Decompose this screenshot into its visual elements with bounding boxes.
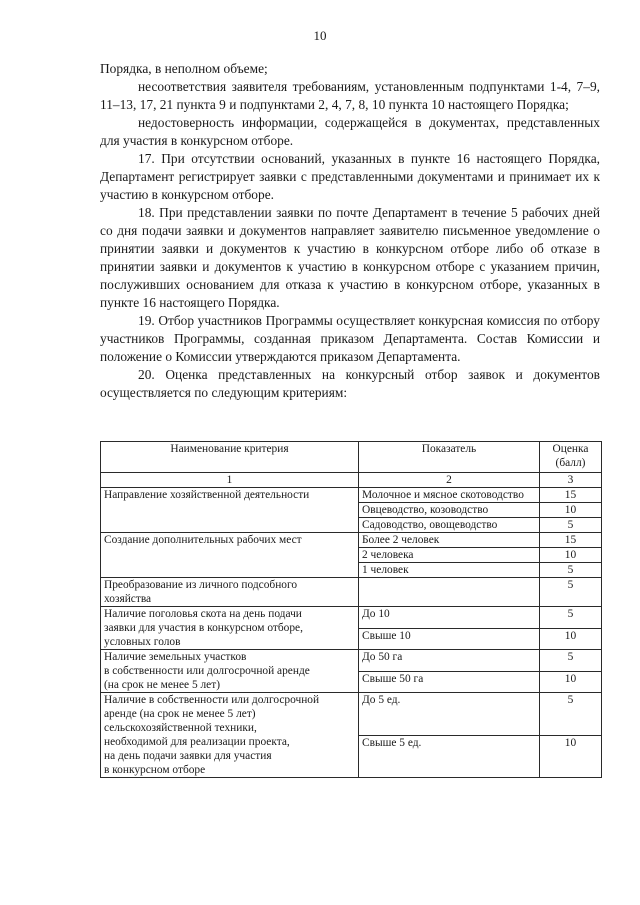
header-criterion: Наименование критерия — [101, 442, 359, 473]
criterion-name-line: сельскохозяйственной техники, — [104, 722, 257, 734]
page-number: 10 — [313, 28, 327, 43]
indicator-score: 15 — [540, 533, 602, 548]
criterion-name-line: необходимой для реализации проекта, — [104, 736, 290, 748]
criterion-name-line: аренде (на срок не менее 5 лет) — [104, 708, 256, 720]
indicator-label: Свыше 5 ед. — [359, 735, 540, 778]
indicator-label: Свыше 10 — [359, 628, 540, 650]
indicator-label: До 5 ед. — [359, 693, 540, 736]
indicator-score: 10 — [540, 628, 602, 650]
criterion-name-line: Преобразование из личного подсобного — [104, 579, 298, 591]
table-header-row — [101, 442, 602, 473]
paragraph: 19. Отбор участников Программы осуществляет конкурсная комиссия по отбору участников Программы, созданная приказом Департамента. Состав Комиссии и положение о Комиссии утверждаются приказом Департамента. — [100, 313, 600, 364]
criterion-name — [101, 578, 359, 607]
paragraph: 20. Оценка представленных на конкурсный отбор заявок и документов осуществляется по следующим критериям: — [100, 367, 600, 400]
indicator-label: Молочное и мясное скотоводство — [359, 488, 540, 503]
table-row — [101, 650, 602, 672]
indicator-label: 1 человек — [359, 563, 540, 578]
criterion-name-line: заявки для участия в конкурсном отборе, — [104, 622, 303, 634]
indicator-score: 10 — [540, 671, 602, 693]
header-score: Оценка (балл) — [540, 442, 602, 473]
table-row — [101, 607, 602, 629]
indicator-score: 5 — [540, 693, 602, 736]
indicator-score: 5 — [540, 518, 602, 533]
indicator-label: До 50 га — [359, 650, 540, 672]
column-number: 2 — [359, 473, 540, 488]
indicator-score: 5 — [540, 650, 602, 672]
criterion-name-line: Направление хозяйственной деятельности — [104, 489, 310, 501]
paragraph: 17. При отсутствии оснований, указанных в пункте 16 настоящего Порядка, Департамент регистрирует заявки с представленными документами и принимает их к участию в конкурсном отборе. — [100, 151, 600, 202]
table-row — [101, 693, 602, 736]
indicator-score: 5 — [540, 607, 602, 629]
indicator-label: Садоводство, овощеводство — [359, 518, 540, 533]
table-row — [101, 578, 602, 607]
criterion-name-line: на день подачи заявки для участия — [104, 750, 272, 762]
criterion-name-line: в собственности или долгосрочной аренде — [104, 665, 310, 677]
paragraph: 18. При представлении заявки по почте Департамент в течение 5 рабочих дней со дня подачи заявки и документов направляет заявителю письменное уведомление о принятии заявки и документов к участию в конкурсном отборе либо об отказе в принятии заявки и документов к участию в конкурсном отборе с указанием причин, послуживших основанием для отказа к участию в конкурсном отборе, указанных в пункте 16 настоящего Порядка. — [100, 205, 600, 310]
header-indicator: Показатель — [359, 442, 540, 473]
indicator-label: 2 человека — [359, 548, 540, 563]
column-number: 1 — [101, 473, 359, 488]
criterion-name-line: (на срок не менее 5 лет) — [104, 679, 220, 691]
paragraph: недостоверность информации, содержащейся в документах, представленных для участия в конкурсном отборе. — [100, 115, 600, 148]
criterion-name-line: хозяйства — [104, 593, 152, 605]
table-row — [101, 533, 602, 548]
paragraph: несоответствия заявителя требованиям, установленным подпунктами 1-4, 7–9, 11–13, 17, 21 пункта 9 и подпунктами 2, 4, 7, 8, 10 пункта 10 настоящего Порядка; — [100, 79, 600, 112]
criterion-name-line: в конкурсном отборе — [104, 764, 206, 776]
indicator-label: Овцеводство, козоводство — [359, 503, 540, 518]
indicator-label — [359, 578, 540, 607]
indicator-score: 5 — [540, 578, 602, 607]
indicator-score: 15 — [540, 488, 602, 503]
paragraph: Порядка, в неполном объеме; — [100, 61, 268, 76]
table-row — [101, 488, 602, 503]
column-number: 3 — [540, 473, 602, 488]
criterion-name — [101, 533, 359, 578]
table-numbering-row — [101, 473, 602, 488]
criterion-name — [101, 607, 359, 650]
indicator-label: До 10 — [359, 607, 540, 629]
criterion-name-line: Наличие в собственности или долгосрочной — [104, 694, 320, 706]
indicator-score: 10 — [540, 735, 602, 778]
criteria-table — [100, 441, 602, 778]
criterion-name — [101, 650, 359, 693]
indicator-label: Более 2 человек — [359, 533, 540, 548]
criterion-name-line: Наличие поголовья скота на день подачи — [104, 608, 302, 620]
indicator-score: 10 — [540, 503, 602, 518]
criterion-name — [101, 488, 359, 533]
criterion-name-line: Создание дополнительных рабочих мест — [104, 534, 302, 546]
indicator-score: 10 — [540, 548, 602, 563]
indicator-label: Свыше 50 га — [359, 671, 540, 693]
document-body — [100, 60, 600, 402]
criterion-name-line: Наличие земельных участков — [104, 651, 247, 663]
indicator-score: 5 — [540, 563, 602, 578]
criterion-name-line: условных голов — [104, 636, 181, 648]
criterion-name — [101, 693, 359, 778]
